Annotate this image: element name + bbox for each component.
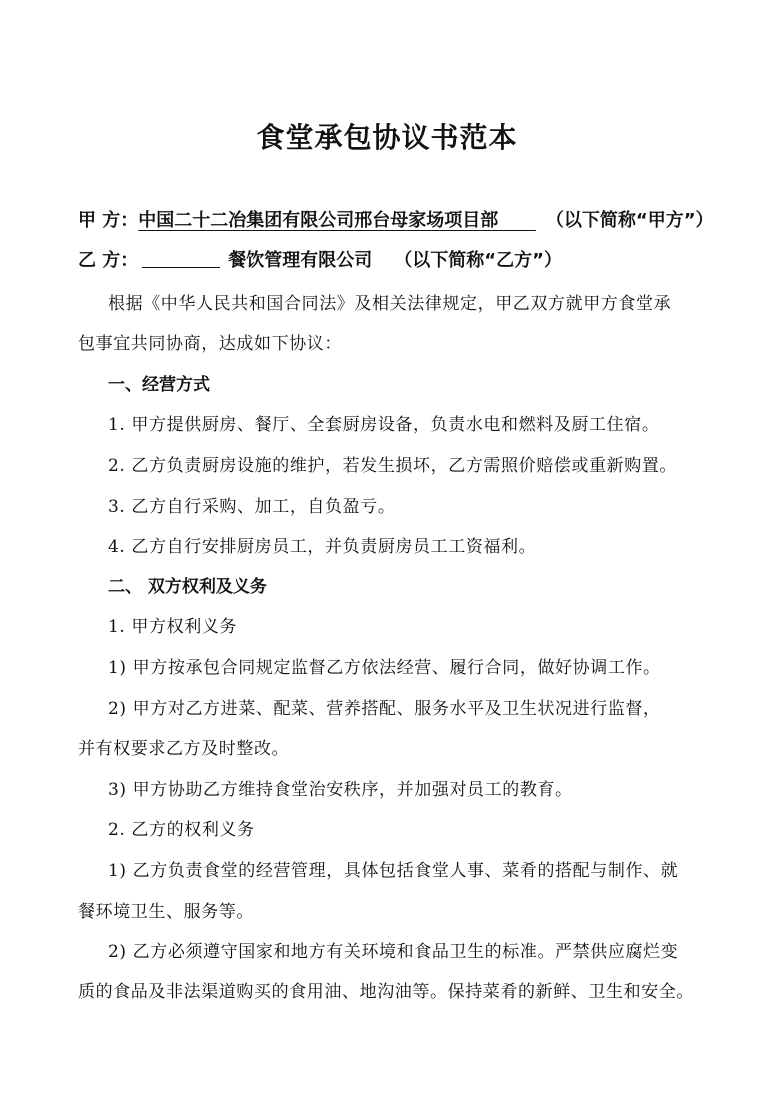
party-b-name: 餐饮管理有限公司 [228,250,373,271]
party-a-duty-2-line-1: 2) 甲方对乙方进菜、配菜、营养搭配、服务水平及卫生状况进行监督， [108,699,661,719]
party-b-label: 乙 方： [78,250,139,271]
party-a-duty-1: 1) 甲方按承包合同规定监督乙方依法经营、履行合同，做好协调工作。 [108,658,661,678]
party-b-duty-1-line-1: 1) 乙方负责食堂的经营管理，具体包括食堂人事、菜肴的搭配与制作、就 [108,861,679,881]
intro-line-1: 根据《中华人民共和国合同法》及相关法律规定，甲乙双方就甲方食堂承 [108,294,672,314]
party-a-duty-2-line-2: 并有权要求乙方及时整改。 [78,739,290,759]
section-1-item-1: 1. 甲方提供厨房、餐厅、全套厨房设备，负责水电和燃料及厨工住宿。 [108,415,660,435]
party-b-line [78,246,562,272]
party-a-line [78,206,714,232]
section-1-heading: 一、经营方式 [108,375,210,395]
document-title: 食堂承包协议书范本 [256,121,518,154]
intro-line-2: 包事宜共同协商，达成如下协议： [78,334,342,354]
section-2-heading: 二、 双方权利及义务 [108,577,267,597]
party-b-duty-2-line-1: 2) 乙方必须遵守国家和地方有关环境和食品卫生的标准。严禁供应腐烂变 [108,942,679,962]
section-1-item-2: 2. 乙方负责厨房设施的维护，若发生损坏，乙方需照价赔偿或重新购置。 [108,456,678,476]
party-b-name-blank [142,249,220,268]
party-a-suffix: （以下简称“甲方”） [545,210,714,231]
party-a-name: 中国二十二冶集团有限公司邢台母家场项目部 [138,210,499,231]
party-b-duty-2-line-2: 质的食品及非法渠道购买的食用油、地沟油等。保持菜肴的新鲜、卫生和安全。 [78,982,694,1002]
party-a-duty-3: 3) 甲方协助乙方维持食堂治安秩序，并加强对员工的教育。 [108,780,573,800]
section-1-item-3: 3. 乙方自行采购、加工，自负盈亏。 [108,497,396,517]
section-1-item-4: 4. 乙方自行安排厨房员工，并负责厨房员工工资福利。 [108,537,537,557]
party-b-suffix: （以下简称“乙方”） [394,250,562,271]
party-b-rights-subheading: 2. 乙方的权利义务 [108,820,255,840]
party-a-label: 甲 方： [78,210,139,231]
party-a-rights-subheading: 1. 甲方权利义务 [108,617,238,637]
party-b-duty-1-line-2: 餐环境卫生、服务等。 [78,902,254,922]
